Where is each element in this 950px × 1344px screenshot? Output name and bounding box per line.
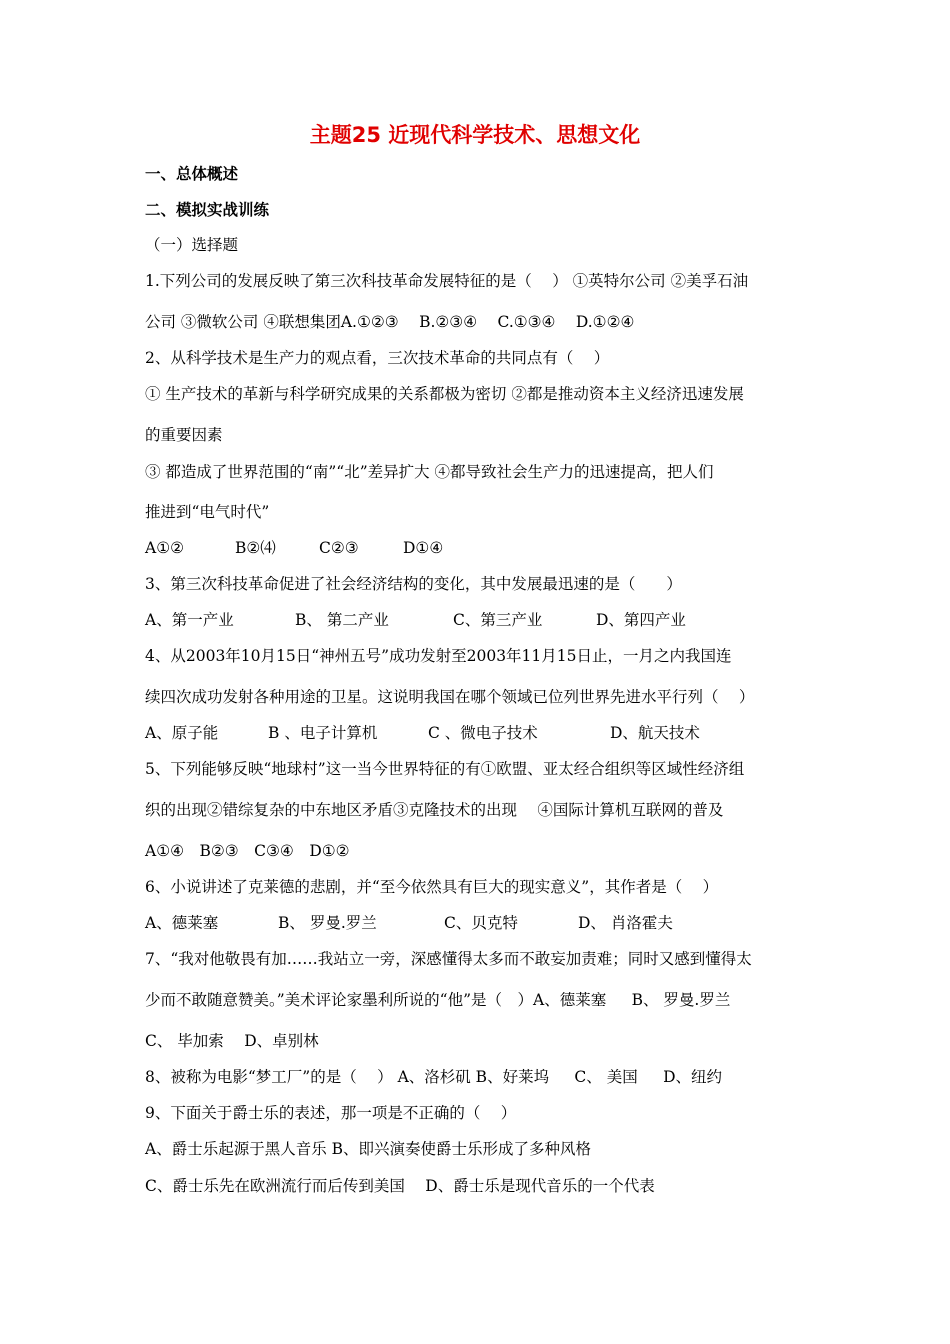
question-8-line-1: 8、被称为电影“梦工厂”的是（ ） A、洛杉矶 B、好莱坞 C、 美国 D、纽约: [145, 1068, 722, 1086]
question-3-options: [145, 608, 810, 632]
question-5-line-1: 5、下列能够反映“地球村”这一当今世界特征的有①欧盟、亚太经合组织等区域性经济组: [145, 760, 745, 778]
question-2-option-c: C②③: [319, 539, 359, 557]
question-9-line-2: A、爵士乐起源于黑人音乐 B、即兴演奏使爵士乐形成了多种风格: [145, 1140, 592, 1158]
question-4-option-d: D、航天技术: [610, 724, 700, 742]
question-2-line-4: ③ 都造成了世界范围的“南”“北”差异扩大 ④都导致社会生产力的迅速提高，把人们: [145, 463, 714, 481]
question-7-line-1: 7、“我对他敬畏有加……我站立一旁，深感懂得太多而不敢妄加责难；同时又感到懂得太: [145, 950, 752, 968]
question-2-option-a: A①②: [145, 539, 184, 557]
question-4-line-1: 4、从2003年10月15日“神州五号”成功发射至2003年11月15日止，一月之内我国连: [145, 647, 732, 665]
question-4-line-2: 续四次成功发射各种用途的卫星。这说明我国在哪个领域已位列世界先进水平行列（ ）: [145, 688, 755, 706]
question-6-option-c: C、贝克特: [444, 914, 518, 932]
question-5-line-2: 织的出现②错综复杂的中东地区矛盾③克隆技术的出现 ④国际计算机互联网的普及: [145, 801, 724, 819]
question-6-option-a: A、德莱塞: [145, 914, 219, 932]
question-1-line-1: 1.下列公司的发展反映了第三次科技革命发展特征的是（ ） ①英特尔公司 ②美孚石油: [145, 272, 749, 290]
question-3-option-a: A、第一产业: [145, 611, 234, 629]
question-1-line-2: 公司 ③微软公司 ④联想集团A.①②③ B.②③④ C.①③④ D.①②④: [145, 313, 635, 331]
question-4-option-a: A、原子能: [145, 724, 219, 742]
question-2-option-b: B②⑷: [235, 539, 276, 557]
question-7-line-2: 少而不敢随意赞美。”美术评论家墨利所说的“他”是（ ）A、德莱塞 B、 罗曼.罗兰: [145, 991, 731, 1009]
question-4-option-c: C 、微电子技术: [428, 724, 538, 742]
question-4-option-b: B 、电子计算机: [268, 724, 378, 742]
question-2-line-3: 的重要因素: [145, 426, 223, 444]
question-2-options: [145, 536, 810, 560]
question-4-options: [145, 721, 810, 745]
section-heading-training: 二、模拟实战训练: [145, 201, 270, 219]
question-2-option-d: D①④: [403, 539, 444, 557]
question-9-line-3: C、爵士乐先在欧洲流行而后传到美国 D、爵士乐是现代音乐的一个代表: [145, 1177, 655, 1195]
question-2-line-2: ① 生产技术的革新与科学研究成果的关系都极为密切 ②都是推动资本主义经济迅速发展: [145, 385, 744, 403]
question-6-options: [145, 911, 810, 935]
question-5-options: A①④ B②③ C③④ D①②: [145, 842, 350, 860]
question-6-line-1: 6、小说讲述了克莱德的悲剧，并“至今依然具有巨大的现实意义”，其作者是（ ）: [145, 878, 719, 896]
subsection-heading-choice: （一）选择题: [145, 236, 239, 254]
question-3-option-b: B、 第二产业: [295, 611, 389, 629]
question-3-option-d: D、第四产业: [596, 611, 686, 629]
question-3-line-1: 3、第三次科技革命促进了社会经济结构的变化，其中发展最迅速的是（ ）: [145, 575, 682, 593]
question-3-option-c: C、第三产业: [453, 611, 543, 629]
page-title: 主题25 近现代科学技术、思想文化: [309, 123, 641, 147]
question-9-line-1: 9、下面关于爵士乐的表述，那一项是不正确的（ ）: [145, 1104, 517, 1122]
question-2-line-5: 推进到“电气时代”: [145, 503, 270, 521]
question-7-line-3: C、 毕加索 D、卓别林: [145, 1032, 319, 1050]
section-heading-overview: 一、总体概述: [145, 165, 239, 183]
question-2-line-1: 2、从科学技术是生产力的观点看，三次技术革命的共同点有（ ）: [145, 349, 610, 367]
question-6-option-b: B、 罗曼.罗兰: [278, 914, 377, 932]
question-6-option-d: D、 肖洛霍夫: [578, 914, 673, 932]
